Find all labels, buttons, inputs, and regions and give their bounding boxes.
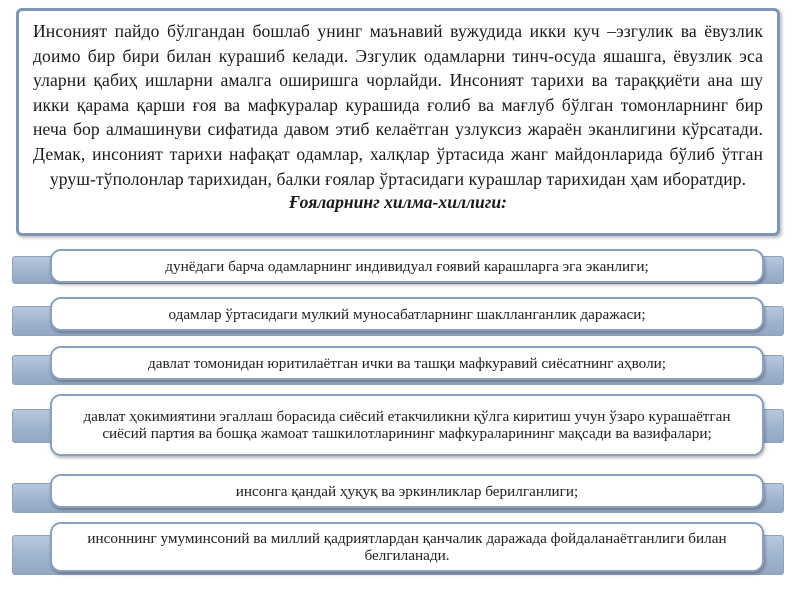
- list-item-individual-views: дунёдаги барча одамларнинг индивидуал ғоявий карашларга эга эканлиги;: [50, 249, 764, 283]
- intro-box: [16, 8, 780, 236]
- list-item-property-relations: одамлар ўртасидаги мулкий муносабатларнинг шаклланганлик даражаси;: [50, 297, 764, 331]
- section-heading: Ғояларнинг хилма-хиллиги:: [289, 192, 507, 213]
- list-item-state-policy: давлат томонидан юритилаётган ички ва ташқи мафкуравий сиёсатнинг аҳволи;: [50, 346, 764, 380]
- list-item-values: инсоннинг умуминсоний ва миллий қадриятлардан қанчалик даражада фойдаланаётганлиги билан белгиланади.: [50, 522, 764, 572]
- intro-paragraph: Инсоният пайдо бўлгандан бошлаб унинг маънавий вужудида икки куч –эзгулик ва ёвузлик доимо бир бири билан курашиб келади. Эзгулик одамларни тинч-осуда яшашга, ёвузлик эса уларни қабиҳ ишларни амалга оширишга чорлайди. Инсоният тарихи ва тараққиёти ана шу икки қарама қарши ғоя ва мафкуралар курашида ғолиб ва мағлуб бўлган томонларнинг бир неча бор алмашинуви сифатида давом этиб келаётган узлуксиз жараён эканлигини кўрсатади. Демак, инсоният тарихи нафақат одамлар, халқлар ўртасида жанг майдонларида бўлиб ўтган уруш-тўполонлар тарихидан, балки ғоялар ўртасидаги курашлар тарихидан ҳам иборатдир.: [33, 21, 763, 189]
- list-item-political-parties: давлат ҳокимиятини эгаллаш борасида сиёсий етакчиликни қўлга киритиш учун ўзаро курашаётган сиёсий партия ва бошқа жамоат ташкилотларининг мафкураларининг мақсади ва вазифалари;: [50, 394, 764, 456]
- list-item-rights-freedoms: инсонга қандай ҳуқуқ ва эркинликлар берилганлиги;: [50, 474, 764, 508]
